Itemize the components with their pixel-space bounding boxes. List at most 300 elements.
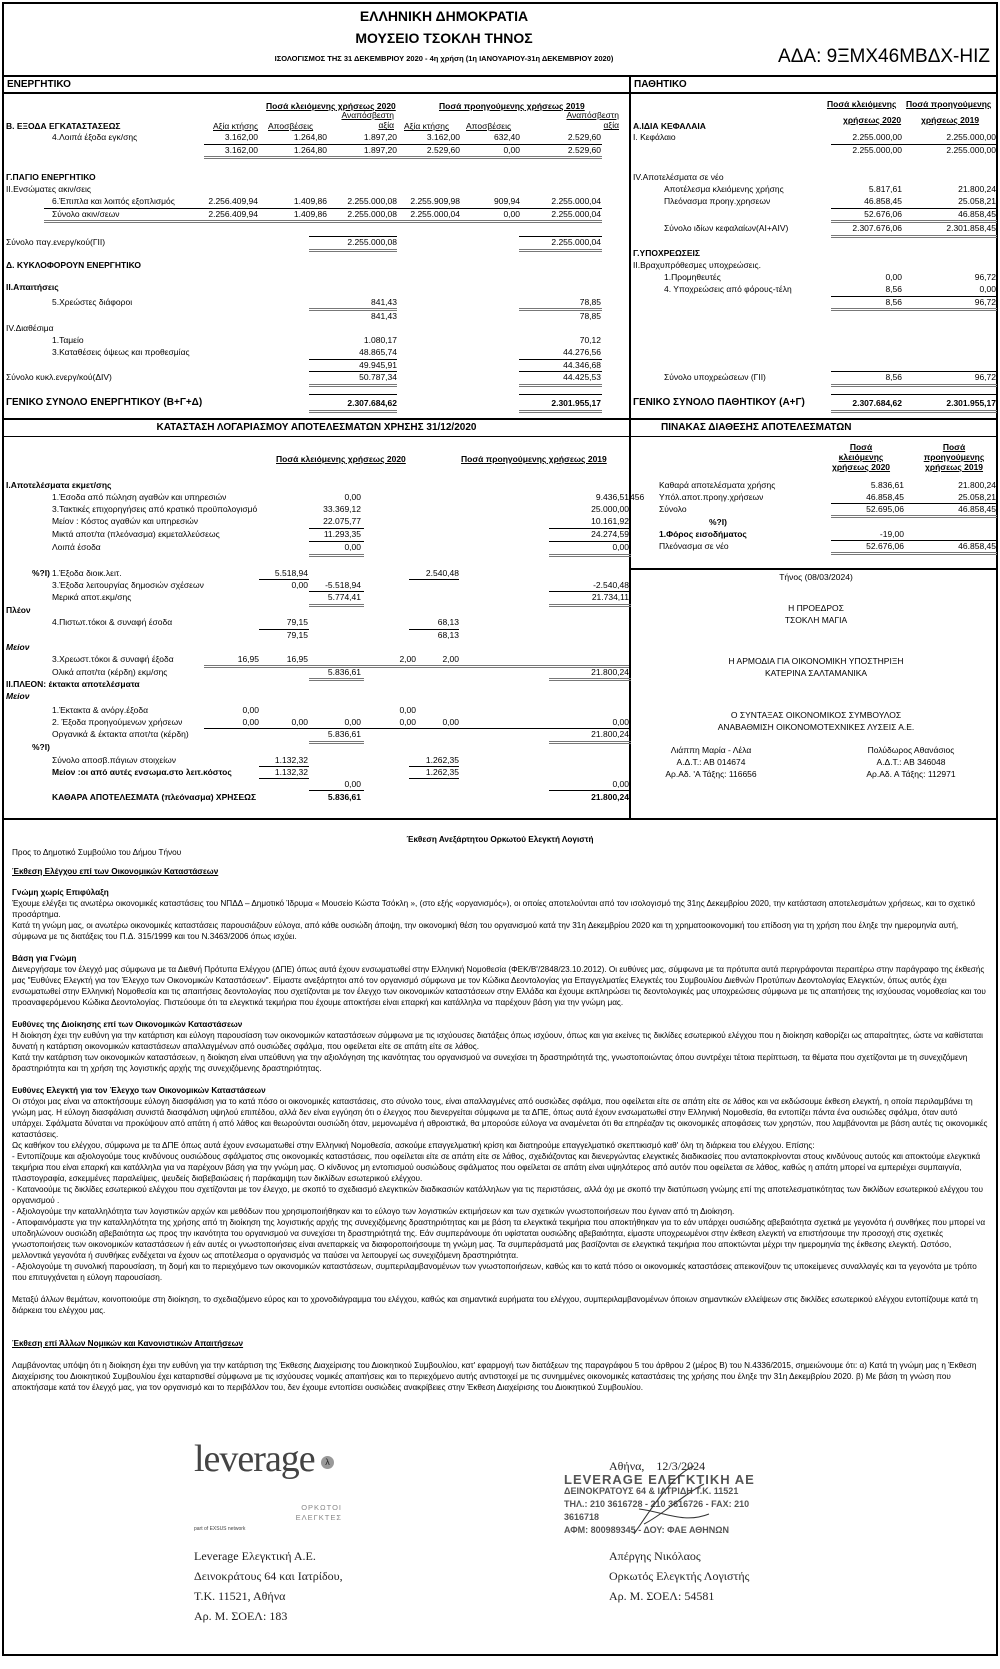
row-label: Σύνολο ακιν/σεων (52, 209, 120, 219)
communication-text: Μεταξύ άλλων θεμάτων, κοινοποιούμε στη διοίκηση, το σχεδιαζόμενο εύρος και το χρονοδιάγραμμα του ελέγχου, καθώς και σημαντικά ευρήματα του ελέγχου, συμπεριλαμβανομένων όποιων σημαντικών ελλείψεων στις δικλίδες εσωτερικού ελέγχου εντοπίζουμε κατά τη διάρκεια του ελέγχου μας. (12, 1295, 978, 1315)
amount-cell: 2.255.909,98 (410, 196, 460, 206)
amount-cell: 0,00 (503, 145, 520, 155)
double-rule (549, 678, 631, 681)
dist-head-line: χρήσεως 2019 (924, 462, 984, 472)
col-net-2020 (334, 110, 394, 130)
double-rule (309, 410, 397, 413)
basis-heading: Βάση για Γνώμη (12, 954, 77, 963)
double-rule (519, 384, 602, 387)
row-label: Μικτά αποτ/τα (πλεόνασμα) εκμεταλλεύσεως (52, 529, 220, 539)
sub-heading: ΙΙ.Βραχυπρόθεσμες υποχρεώσεις. (633, 260, 761, 270)
amount-cell: 24.274,59 (591, 529, 629, 539)
amount-cell: 52.695,06 (866, 504, 904, 514)
dist-head-line: προηγούμενης (923, 452, 985, 462)
amount-cell: 22.075,77 (323, 516, 361, 526)
auditor-text-1: Οι στόχοι μας είναι να αποκτήσουμε εύλογη διασφάλιση για το κατά πόσο οι οικονομικές καταστάσεις, στο σύνολο τους, είναι απαλλαγμένες από ουσιώδες σφάλμα, που οφείλεται είτε σε απάτη είτε σε λάθος και να εκδώσουμε έκθεση ελεγκτή, η οποία περιλαμβάνει τη γνώμη μας. Η εύλογη διασφάλιση συνιστά διασφάλιση υψηλού επιπέδου, αλλά δεν είναι εγγύηση ότι ο έλεγχος που διενεργείται σύμφωνα με τα ΔΠΕ, όπως αυτά έχουν ενσωματωθεί στην Ελληνική Νομοθεσία, θα εντοπίζει πάντα ένα ουσιώδες σφάλμα, όταν αυτό υπάρχει. Σφάλματα δύναται να προκύψουν από απάτη ή από λάθος και θεωρούνται ουσιώδη όταν, μεμονωμένα ή αθροιστικά, θα μπορούσε εύλογα να αναμένεται ότι θα επηρέαζαν τις οικονομικές αποφάσεις των χρηστών, που λαμβάνονται με βάση αυτές τις οικονομικές καταστάσεις. (12, 1097, 988, 1139)
amount-cell: 2.307.684,62 (852, 398, 902, 408)
sub-heading: ΙΙ.Απαιτήσεις (6, 282, 59, 292)
opinion-text-2: Κατά τη γνώμη μας, οι ανωτέρω οικονομικές καταστάσεις παρουσιάζουν εύλογα, από κάθε ουσιώδη άποψη, την οικονομική θέση του οργανισμού κατά την 31η Δεκεμβρίου 2020 και τη χρηματοοικονομική του επίδοση για τη χρήση που έληξε την ημερομηνία αυτή, σύμφωνα με τις διατάξεις του Π.Δ. 315/1999 και του Ν.3463/2006 όπως ισχύει. (12, 921, 959, 941)
stamp-line: ΑΦΜ: 800989345 - ΔΟΥ: ΦΑΕ ΑΘΗΝΩΝ (564, 1525, 729, 1535)
amount-cell: 44.425,53 (563, 372, 601, 382)
amount-cell: 52.676,06 (864, 209, 902, 219)
row-label: Μείον :οι από αυτές ενσωμα.στο λειτ.κόστος (52, 767, 232, 777)
amount-cell: 1.264,80 (293, 145, 327, 155)
row-label: 3.Τακτικές επιχορηγήσεις από κρατικό προϋπολογισμό (52, 504, 258, 514)
rule (549, 790, 631, 791)
row-label: Μείον (6, 642, 30, 652)
divider (631, 568, 996, 570)
double-rule (44, 220, 602, 223)
amount-cell: 0,00 (291, 580, 308, 590)
amount-cell: 21.800,24 (591, 729, 629, 739)
president-role: Η ΠΡΟΕΔΡΟΣ (788, 603, 844, 613)
report-title: Έκθεση Ανεξάρτητου Ορκωτού Ελεγκτή Λογιστή (406, 835, 594, 844)
assets-group-2019: Ποσά προηγούμενης χρήσεως 2019 (439, 101, 585, 111)
double-rule (549, 741, 631, 744)
amount-cell: 11.293,35 (323, 529, 361, 539)
rule (519, 394, 602, 395)
logo-network: part of EXSUS network (194, 1526, 246, 1532)
balance-sheet-subtitle: ΙΣΟΛΟΓΙΣΜΟΣ ΤΗΣ 31 ΔΕΚΕΜΒΡΙΟΥ 2020 - 4η χρήση (1η ΙΑΝΟΥΑΡΙΟΥ-31η ΔΕΚΕΜΒΡΙΟΥ 2020) (274, 54, 614, 63)
amount-cell: 8,56 (885, 372, 902, 382)
row-label: %?Ι) (32, 742, 50, 752)
balance-sheet (4, 77, 996, 420)
amount-cell: 2.255.000,04 (551, 196, 601, 206)
col-cost-2019: Αξία κτήσης (404, 121, 450, 131)
amount-cell: 1.262,35 (425, 767, 459, 777)
amount-cell: 2.301.955,17 (946, 398, 996, 408)
firm-soel: Αρ. Μ. ΣΟΕΛ: 183 (194, 1609, 288, 1623)
amount-cell: 1.262,35 (425, 755, 459, 765)
col-depr-2019: Αποσβέσεις (466, 121, 512, 131)
row-label: Σύνολο ιδίων κεφαλαίων(ΑΙ+ΑΙV) (664, 223, 789, 233)
auditor-soel: Αρ. Μ. ΣΟΕΛ: 54581 (609, 1589, 715, 1603)
amount-cell: 5.836,61 (870, 480, 904, 490)
amount-cell: -2.540,48 (593, 580, 629, 590)
basis-text: Διενεργήσαμε τον έλεγχό μας σύμφωνα με τα Διεθνή Πρότυπα Ελέγχου (ΔΠΕ) όπως αυτά έχουν ενσωματωθεί στην Ελληνική Νομοθεσία (ΦΕΚ/Β'/2848/23.10.2012). Οι ευθύνες μας, σύμφωνα με τα πρότυπα αυτά περιγράφονται περαιτέρω στην παράγραφο της έκθεσής μας "Ευθύνες Ελεγκτή για τον Έλεγχο των Οικονομικών Καταστάσεων". Είμαστε ανεξάρτητοι από τον οργανισμό σύμφωνα με τον Κώδικα Δεοντολογίας για Επαγγελματίες Ελεγκτές του Συμβουλίου Διεθνών Προτύπων Δεοντολογίας Ελεγκτών, όπως αυτός έχει ενσωματωθεί στην Ελληνική Νομοθεσία και τις απαιτήσεις δεοντολογίας που σχετίζονται με τον έλεγχο των οικονομικών καταστάσεων στην Ελλάδα και έχουμε εκπληρώσει τις δεοντολογικές μας υποχρεώσεις σύμφωνα με τις απαιτήσεις της ισχύουσας νομοθεσίας και του προαναφερόμενου Κώδικα Δεοντολογίας. Πιστεύουμε ότι τα ελεγκτικά τεκμήρια που έχουμε αποκτήσει είναι επαρκή και κατάλληλα να παρέχουν βάση για την γνώμη μας. (12, 965, 986, 1007)
logo-wordmark: leverage (194, 1438, 315, 1480)
accountant-1 (646, 744, 776, 780)
col-net-label2: αξία (378, 120, 394, 130)
signing-date: 12/3/2024 (656, 1459, 706, 1473)
amount-cell: 48.865,74 (359, 347, 397, 357)
amount-cell: 1.409,86 (293, 209, 327, 219)
amount-cell: 632,40 (494, 132, 520, 142)
amount-cell: 0,00 (399, 717, 416, 727)
amount-cell: 46.858,45 (866, 492, 904, 502)
amount-cell: 25.000,00 (591, 504, 629, 514)
amount-cell: 0,00 (442, 717, 459, 727)
accountant-id: Α.Δ.Τ.: ΑΒ 014674 (676, 757, 746, 767)
row-label: 1.Έξοδα διοικ.λειτ. (52, 568, 122, 578)
amount-cell: 2.255.000,00 (852, 145, 902, 155)
rule (259, 766, 309, 767)
dist-head-2019 (919, 442, 989, 472)
amount-cell: 44.346,68 (563, 360, 601, 370)
double-rule (549, 604, 631, 607)
assets-group-2020: Ποσά κλειόμενης χρήσεως 2020 (266, 101, 396, 111)
document-header (4, 4, 996, 77)
amount-cell: 909,94 (494, 196, 520, 206)
amount-cell: 2.255.000,08 (347, 196, 397, 206)
liabilities-section (631, 77, 996, 418)
amount-cell: 96,72 (974, 272, 996, 282)
section-g-heading: Γ.ΠΑΓΙΟ ΕΝΕΡΓΗΤΙΚΟ (6, 172, 96, 182)
amount-cell: 2.529,60 (426, 145, 460, 155)
amount-cell: 1.132,32 (274, 767, 308, 777)
row-label: Σύνολο κυκλ.ενεργ/κού(ΔΙV) (6, 372, 112, 382)
row-label: 1.Ταμείο (52, 335, 84, 345)
liab-head-2020b: χρήσεως 2020 (843, 115, 902, 125)
col-net-2019 (559, 110, 619, 130)
row-label: Υπόλ.αποτ.προηγ.χρήσεων (659, 492, 764, 502)
amount-cell: 2,00 (399, 654, 416, 664)
row-label: ΚΑΘΑΡΑ ΑΠΟΤΕΛΕΣΜΑΤΑ (πλεόνασμα) ΧΡΗΣΕΩΣ (52, 792, 257, 802)
amount-cell: 2.255.000,00 (852, 132, 902, 142)
amount-cell: 9.436,51 (595, 492, 629, 502)
row-label: %?Ι) (709, 517, 727, 527)
double-rule (204, 156, 602, 159)
amount-cell: 78,85 (579, 297, 601, 307)
distribution-title: ΠΙΝΑΚΑΣ ΔΙΑΘΕΣΗΣ ΑΠΟΤΕΛΕΣΜΑΤΩΝ (631, 420, 996, 437)
auditor-name: Απέργης Νικόλαος (609, 1549, 701, 1563)
double-rule (831, 308, 997, 311)
ada-code: ΑΔΑ: 9ΞΜΧ46ΜΒΔΧ-ΗΙΖ (778, 46, 990, 67)
advisor-name: ΑΝΑΒΑΘΜΙΣΗ ΟΙΚΟΝΟΜΟΤΕΧΝΙΚΕΣ ΛΥΣΕΙΣ Α.Ε. (717, 722, 915, 732)
audit-report (4, 834, 996, 1654)
sub-heading: ΙV.Αποτελέσματα σε νέο (633, 172, 724, 182)
amount-cell: 0,00 (612, 542, 629, 552)
amount-cell: 21.800,24 (591, 667, 629, 677)
col-cost-2020: Αξία κτήσης (213, 121, 259, 131)
amount-cell: 2.255.000,08 (347, 237, 397, 247)
amount-cell: 3.162,00 (224, 145, 258, 155)
amount-cell: 2.256.409,94 (208, 196, 258, 206)
rule (831, 394, 997, 395)
row-label: 1.Φόρος εισοδήματος (659, 529, 747, 539)
section-b-heading: Β. ΕΞΟΔΑ ΕΓΚΑΤΑΣΤΑΣΕΩΣ (6, 121, 121, 131)
accountant-id: Α.Δ.Τ.: ΑΒ 346048 (876, 757, 946, 767)
double-rule (831, 410, 997, 413)
place-date: Τήνος (08/03/2024) (779, 572, 853, 582)
row-label: Ι.Αποτελέσματα εκμετ/σης (6, 480, 112, 490)
stamp-line: ΔΕΙΝΟΚΡΑΤΟΥΣ 64 & ΙΑΤΡΙΔΗ Τ.Κ. 11521 (564, 1486, 739, 1496)
amount-cell: 5.836,61 (327, 729, 361, 739)
auditor-bullet-4: - Αποφαινόμαστε για την καταλληλότητα της χρήσης από τη διοίκηση της λογιστικής αρχής της συνεχιζόμενης δραστηριότητας και με βάση τα ελεγκτικά τεκμήρια που αποκτήθηκαν για το εάν υπάρχει ουσιώδης αβεβαιότητα σχετικά με γεγονότα ή συνθήκες που μπορεί να υποδηλώνουν ουσιώδη αβεβαιότητα ως προς την ικανότητα του οργανισμού να συνεχίσει τη δραστηριότητά της. Εάν συμπεράνουμε ότι υφίσταται ουσιώδης αβεβαιότητα, είμαστε υποχρεωμένοι στην έκθεση ελεγκτή να επιστήσουμε την προσοχή στις σχετικές γνωστοποιήσεις των οικονομικών καταστάσεων ή εάν αυτές οι γνωστοποιήσεις είναι ανεπαρκείς να διαφοροποιήσουμε τη γνώμη μας. Τα συμπεράσματά μας βασίζονται σε ελεγκτικά τεκμήρια που αποκτώνται μέχρι την ημερομηνία της έκθεσης ελεγκτή. Ωστόσο, μελλοντικά γεγονότα ή συνθήκες ενδέχεται να έχουν ως αποτέλεσμα ο οργανισμός να παύσει να λειτουργεί ως συνεχιζόμενη δραστηριότητα. (12, 1218, 986, 1260)
report-section-2: Έκθεση επί Άλλων Νομικών και Κανονιστικών Απαιτήσεων (12, 1339, 244, 1348)
assets-section (4, 77, 631, 418)
amount-cell: 21.800,24 (591, 792, 629, 802)
advisor-role: Ο ΣΥΝΤΑΞΑΣ ΟΙΚΟΝΟΜΙΚΟΣ ΣΥΜΒΟΥΛΟΣ (730, 710, 902, 720)
row-label: Μείον (6, 691, 30, 701)
double-rule (831, 235, 997, 238)
amount-cell: 0,00 (979, 284, 996, 294)
row-label: 6.Έπιπλα και λοιπός εξοπλισμός (52, 196, 175, 206)
amount-cell: 79,15 (286, 630, 308, 640)
amount-cell: 0,00 (344, 779, 361, 789)
grand-total-label: ΓΕΝΙΚΟ ΣΥΝΟΛΟ ΠΑΘΗΤΙΚΟΥ (Α+Γ) (633, 397, 805, 408)
pl-head-2019: Ποσά προηγούμενης χρήσεως 2019 (461, 454, 607, 464)
amount-cell: 25.058,21 (958, 196, 996, 206)
amount-cell: 2.529,60 (567, 132, 601, 142)
amount-cell: 52.676,06 (866, 541, 904, 551)
amount-cell: 2.301.858,45 (946, 223, 996, 233)
rule (409, 766, 459, 767)
double-rule (549, 554, 631, 557)
dist-head-line: κλειόμενης (838, 452, 884, 462)
liab-head-2020a: Ποσά κλειόμενης (827, 99, 897, 109)
amount-cell: 2.529,60 (567, 145, 601, 155)
row-label: Σύνολο αποσβ.πάγιων στοιχείων (52, 755, 176, 765)
row-label: Μερικά αποτ.εκμ/σης (52, 592, 132, 602)
rule (309, 394, 397, 395)
amount-cell: 0,00 (344, 492, 361, 502)
auditor-text-2: Ως καθήκον του ελέγχου, σύμφωνα με τα ΔΠΕ όπως αυτά έχουν ενσωματωθεί στην Ελληνική Νομοθεσία, ασκούμε επαγγελματική κρίση και διατηρούμε επαγγελματικό σκεπτικισμό καθ' όλη τη διάρκεια του ελέγχου. Επίσης: (12, 1141, 815, 1150)
amount-cell: 21.800,24 (958, 480, 996, 490)
row-label: ΙΙ.ΠΛΕΟΝ: έκτακτα αποτελέσματα (6, 679, 140, 689)
amount-cell: 2.255.000,04 (551, 209, 601, 219)
amount-cell: 2,00 (442, 654, 459, 664)
amount-cell: 50.787,34 (359, 372, 397, 382)
sub-heading: ΙΙ.Ενσώματες ακιν/σεις (6, 184, 91, 194)
amount-cell: 16,95 (237, 654, 259, 664)
amount-cell: 1.264,80 (293, 132, 327, 142)
finance-name: ΚΑΤΕΡΙΝΑ ΣΑΛΤΑΜΑΝΙΚΑ (764, 668, 868, 678)
row-label: 4. Υποχρεώσεις από φόρους-τέλη (664, 284, 792, 294)
amount-cell: 5.836,61 (327, 792, 361, 802)
col-net-label2: αξία (603, 120, 619, 130)
row-label: 5.Χρεώστες διάφοροι (52, 297, 133, 307)
amount-cell: 5.774,41 (327, 592, 361, 602)
double-rule (831, 384, 997, 387)
section-a-heading: Α.ΙΔΙΑ ΚΕΦΑΛΑΙΑ (633, 121, 706, 131)
income-section (4, 420, 996, 820)
auditor-bullet-1: - Εντοπίζουμε και αξιολογούμε τους κινδύνους ουσιώδους σφάλματος στις οικονομικές καταστάσεις, που οφείλεται είτε σε απάτη είτε σε λάθος, σχεδιάζοντας και διενεργώντας ελεγκτικές διαδικασίες που ανταποκρίνονται στους κινδύνους αυτούς και αποκτούμε ελεγκτικά τεκμήρια που είναι επαρκή και κατάλληλα για να παρέχουν βάση για την γνώμη μας. Ο κίνδυνος μη εντοπισμού ουσιώδους σφάλματος που οφείλεται σε απάτη είναι υψηλότερος από αυτόν που οφείλεται σε λάθος, καθώς η απάτη μπορεί να εμπεριέχει συμπαιγνία, πλαστογραφία, εσκεμμένες παραλείψεις, ψευδείς διαβεβαιώσεις ή παράκαμψη των δικλίδων εσωτερικού ελέγχου. (12, 1152, 981, 1183)
row-label: 2. Έξοδα προηγούμενων χρήσεων (52, 717, 183, 727)
logo-sub-1: ΟΡΚΩΤΟΙ (301, 1503, 342, 1512)
amount-cell: 2.255.000,00 (946, 145, 996, 155)
auditor-info (609, 1546, 749, 1606)
accountant-2 (841, 744, 981, 780)
amount-cell: 46.858,45 (958, 504, 996, 514)
section-g-heading: Γ.ΥΠΟΧΡΕΩΣΕΙΣ (633, 248, 701, 258)
row-label: Πλεόνασμα σε νέο (659, 541, 729, 551)
dist-head-2020 (831, 442, 891, 472)
amount-cell: 5.836,61 (327, 667, 361, 677)
firm-postcode: Τ.Κ. 11521, Αθήνα (194, 1589, 286, 1603)
double-rule (519, 410, 602, 413)
management-text-1: Η διοίκηση έχει την ευθύνη για την κατάρτιση και εύλογη παρουσίαση των οικονομικών καταστάσεων σύμφωνα με τις ισχύουσες διατάξεις όπως ισχύουν, όπως και για εκείνες τις δικλίδες εσωτερικού ελέγχου που η διοίκηση καθορίζει ως απαραίτητες, ώστε να καθίσταται δυνατή η κατάρτιση οικονομικών καταστάσεων απαλλαγμένων από ουσιώδες σφάλμα, που οφείλεται είτε σε απάτη είτε σε λάθος. (12, 1031, 983, 1051)
double-rule (309, 554, 364, 557)
amount-cell: 96,72 (974, 372, 996, 382)
stamp-line: ΤΗΛ.: 210 3616728 - 210 3616726 - FAX: 210 3616718 (564, 1499, 750, 1522)
liab-head-2019a: Ποσά προηγούμενης (906, 99, 992, 109)
amount-cell: 49.945,91 (359, 360, 397, 370)
firm-info (194, 1546, 343, 1626)
amount-cell: 841,43 (371, 297, 397, 307)
amount-cell: -19,00 (879, 529, 904, 539)
sub-heading: ΙV.Διαθέσιμα (6, 323, 54, 333)
amount-cell: 78,85 (579, 311, 601, 321)
organization-title: ΜΟΥΣΕΙΟ ΤΣΟΚΛΗ ΤΗΝΟΣ (355, 30, 533, 46)
double-rule (309, 741, 364, 744)
accountant-name: Πολύδωρος Αθανάσιος (867, 745, 955, 755)
row-label: 1.Έκτακτα & ανόργ.έξοδα (52, 705, 149, 715)
row-label: Ι. Κεφάλαιο (633, 132, 676, 142)
amount-cell: 10.161,92 (591, 516, 629, 526)
management-heading: Ευθύνες της Διοίκησης επί των Οικονομικών Καταστάσεων (12, 1020, 243, 1029)
amount-cell: 70,12 (579, 335, 601, 345)
row-label: Σύνολο παγ.ενεργ/κού(ΓΙΙ) (6, 237, 106, 247)
double-rule (831, 552, 997, 555)
amount-cell: 68,13 (437, 617, 459, 627)
logo-sub-2: ΕΛΕΓΚΤΕΣ (295, 1513, 342, 1522)
rule (409, 778, 459, 779)
liab-head-2019b: χρήσεως 2019 (921, 115, 980, 125)
row-label: 3.Χρεωστ.τόκοι & συναφή έξοδα (52, 654, 174, 664)
row-label: Πλεόνασμα προηγ.χρησεων (664, 196, 771, 206)
double-rule (309, 604, 364, 607)
president-name: ΤΣΟΚΛΗ ΜΑΓΙΑ (784, 615, 848, 625)
section-d-heading: Δ. ΚΥΚΛΟΦΟΡΟΥΝ ΕΝΕΡΓΗΤΙΚΟ (6, 260, 141, 270)
firm-address: Δεινοκράτους 64 και Ιατρίδου, (194, 1569, 343, 1583)
row-label: 1.Προμηθευτές (664, 272, 721, 282)
amount-cell: 2.255.000,04 (551, 237, 601, 247)
auditor-bullet-5: - Αξιολογούμε τη συνολική παρουσίαση, τη δομή και το περιεχόμενο των οικονομικών καταστάσεων, συμπεριλαμβανομένων των γνωστοποιήσεων, καθώς και το κατά πόσο οι οικονομικές καταστάσεις απεικονίζουν τις υποκείμενες συναλλαγές και τα γεγονότα με τρόπο που επιτυγχάνεται η εύλογη παρουσίαση. (12, 1262, 977, 1282)
grand-total-label: ΓΕΝΙΚΟ ΣΥΝΟΛΟ ΕΝΕΡΓΗΤΙΚΟΥ (Β+Γ+Δ) (6, 397, 203, 408)
amount-cell: 0,00 (291, 717, 308, 727)
accountant-name: Λιάππη Μαρία - Λέλα (670, 745, 752, 755)
amount-cell: 0,00 (612, 779, 629, 789)
liabilities-title: ΠΑΘΗΤΙΚΟ (631, 77, 996, 94)
row-label: Ολικά αποτ/τα (κέρδη) εκμ/σης (52, 667, 168, 677)
amount-cell: 3.162,00 (224, 132, 258, 142)
row-label: Σύνολο υποχρεώσεων (ΓΙΙ) (664, 372, 766, 382)
amount-cell: 21.734,11 (591, 592, 629, 602)
col-net-label: Αναπόσβεστη (341, 110, 394, 120)
accountant-license: Αρ.Αδ. 'Α Τάξης: 116656 (665, 769, 757, 779)
amount-cell: 2.256.409,94 (208, 209, 258, 219)
amount-cell: 1.897,20 (363, 132, 397, 142)
dist-head-line: χρήσεως 2020 (831, 462, 891, 472)
rule (409, 579, 459, 580)
amount-cell: 0,00 (344, 542, 361, 552)
amount-cell: 841,43 (371, 311, 397, 321)
income-statement (4, 420, 645, 818)
stamp-line: LEVERAGE ΕΛΕΓΚΤΙΚΗ ΑΕ (564, 1472, 755, 1487)
amount-cell: 2.307.676,06 (852, 223, 902, 233)
dist-head-line: Ποσά (942, 442, 966, 452)
opinion-heading: Γνώμη χωρίς Επιφύλαξη (12, 888, 109, 897)
rule (309, 790, 364, 791)
amount-cell: 2.301.955,17 (551, 398, 601, 408)
double-rule (831, 515, 997, 518)
col-net-label: Αναπόσβεστη (566, 110, 619, 120)
double-rule (309, 384, 397, 387)
stray-number: 456 (630, 492, 645, 502)
amount-cell: 21.800,24 (958, 184, 996, 194)
distribution-table (631, 420, 996, 818)
amount-cell: 1.080,17 (363, 335, 397, 345)
amount-cell: 0,00 (612, 717, 629, 727)
row-label: Λοιπά έσοδα (52, 542, 101, 552)
amount-cell: 8,56 (885, 297, 902, 307)
amount-cell: 44.276,56 (563, 347, 601, 357)
row-label: Μείον : Κόστος αγαθών και υπηρεσιών (52, 516, 199, 526)
amount-cell: 46.858,45 (958, 541, 996, 551)
amount-cell: 16,95 (286, 654, 308, 664)
row-label: 1.Έσοδα από πώληση αγαθών και υπηρεσιών (52, 492, 227, 502)
amount-cell: 0,00 (242, 717, 259, 727)
row-label: Αποτέλεσμα κλειόμενης χρήσης (664, 184, 784, 194)
financial-statements-page (2, 2, 998, 1656)
row-label: Καθαρά αποτελέσματα χρήσης (659, 480, 776, 490)
amount-cell: 2.540,48 (425, 568, 459, 578)
amount-cell: 68,13 (437, 630, 459, 640)
row-label: 3.Έξοδα λειτουργίας δημοσιών σχέσεων (52, 580, 204, 590)
row-label: 3.Καταθέσεις όψεως και προθεσμίας (52, 347, 190, 357)
amount-cell: 5.518,94 (274, 568, 308, 578)
amount-cell: 1.897,20 (363, 145, 397, 155)
finance-role: Η ΑΡΜΟΔΙΑ ΓΙΑ ΟΙΚΟΝΟΜΙΚΗ ΥΠΟΣΤΗΡΙΞΗ (728, 656, 904, 666)
auditor-title: Ορκωτός Ελεγκτής Λογιστής (609, 1569, 750, 1583)
pl-head-2020: Ποσά κλειόμενης χρήσεως 2020 (276, 454, 406, 464)
amount-cell: 46.858,45 (864, 196, 902, 206)
auditor-bullet-3: - Αξιολογούμε την καταλληλότητα των λογιστικών αρχών και μεθόδων που χρησιμοποιήθηκαν και το εύλογο των λογιστικών εκτιμήσεων και των σχετικών γνωστοποιήσεων που έγιναν από τη Διοίκηση. (12, 1207, 735, 1216)
income-statement-title: ΚΑΤΑΣΤΑΣΗ ΛΟΓΑΡΙΑΣΜΟΥ ΑΠΟΤΕΛΕΣΜΑΤΩΝ ΧΡΗΣΗΣ 31/12/2020 (4, 420, 629, 437)
amount-cell: 8,56 (885, 284, 902, 294)
amount-cell: 46.858,45 (958, 209, 996, 219)
double-rule (309, 678, 364, 681)
row-label: 4.Λοιπά έξοδα εγκ/σης (52, 132, 138, 142)
amount-cell: 0,00 (885, 272, 902, 282)
amount-cell: -5.518,94 (325, 580, 361, 590)
amount-cell: 3.162,00 (426, 132, 460, 142)
auditor-bullet-2: - Κατανοούμε τις δικλίδες εσωτερικού ελέγχου που σχετίζονται με τον έλεγχο, με σκοπό το σχεδιασμό ελεγκτικών διαδικασιών κατάλληλων για τις περιστάσεις, αλλά όχι με σκοπό την διατύπωση γνώμης επί της αποτελεσματικότητας των δικλίδων εσωτερικού ελέγχου του οργανισμού . (12, 1185, 984, 1205)
amount-cell: 0,00 (242, 705, 259, 715)
firm-name: Leverage Ελεγκτική Α.Ε. (194, 1549, 316, 1563)
amount-cell: 2.255.000,08 (347, 209, 397, 219)
double-rule (309, 249, 397, 252)
auditor-heading: Ευθύνες Ελεγκτή για τον Έλεγχο των Οικονομικών Καταστάσεων (12, 1086, 266, 1095)
dist-head-line: Ποσά (849, 442, 873, 452)
country-title: ΕΛΛΗΝΙΚΗ ΔΗΜΟΚΡΑΤΙΑ (359, 8, 529, 24)
accountant-license: Αρ.Αδ. Α Τάξης: 112971 (866, 769, 956, 779)
leverage-logo (194, 1438, 344, 1534)
report-recipient: Προς το Δημοτικό Συμβούλιο του Δήμου Τήνου (12, 848, 182, 857)
row-label: Πλέον (6, 605, 31, 615)
row-label: Σύνολο (659, 504, 687, 514)
row-label: 4.Πιστωτ.τόκοι & συναφή έσοδα (52, 617, 173, 627)
amount-cell: 2.307.684,62 (347, 398, 397, 408)
lambda-icon: λ (321, 1456, 334, 1469)
amount-cell: 79,15 (286, 617, 308, 627)
amount-cell: 33.369,12 (323, 504, 361, 514)
row-label: Οργανικά & έκτακτα αποτ/τα (κέρδη) (52, 729, 189, 739)
amount-cell: 96,72 (974, 297, 996, 307)
opinion-text-1: Έχουμε ελέγξει τις ανωτέρω οικονομικές καταστάσεις του ΝΠΔΔ – Δημοτικό Ίδρυμα « Μουσείο Κώστα Τσόκλη », (στο εξής «οργανισμός»), οι οποίες αποτελούνται από τον ισολογισμό της 31ης Δεκεμβρίου 2020, την κατάσταση αποτελεσμάτων χρήσεως, και το σχετικό προσάρτημα. (12, 899, 976, 919)
company-stamp (564, 1474, 764, 1537)
amount-cell: 5.817,61 (868, 184, 902, 194)
amount-cell: 0,00 (503, 209, 520, 219)
management-text-2: Κατά την κατάρτιση των οικονομικών καταστάσεων, η διοίκηση είναι υπεύθυνη για την αξιολόγηση της ικανότητας του οργανισμού να συνεχίσει τη δραστηριότητά της, γνωστοποιώντας όπου συντρέχει τέτοια περίπτωση, τα θέματα που σχετίζονται με τη συνεχιζόμενη δραστηριότητα και τη χρήση της λογιστικής αρχής της συνεχιζόμενης δραστηριότητας. (12, 1053, 968, 1073)
amount-cell: 2.255.000,00 (946, 132, 996, 142)
amount-cell: 1.409,86 (293, 196, 327, 206)
amount-cell: 25.058,21 (958, 492, 996, 502)
amount-cell: 2.255.000,04 (410, 209, 460, 219)
signature-icon (624, 1464, 714, 1544)
report-section-1: Έκθεση Ελέγχου επί των Οικονομικών Καταστάσεων (12, 867, 219, 876)
